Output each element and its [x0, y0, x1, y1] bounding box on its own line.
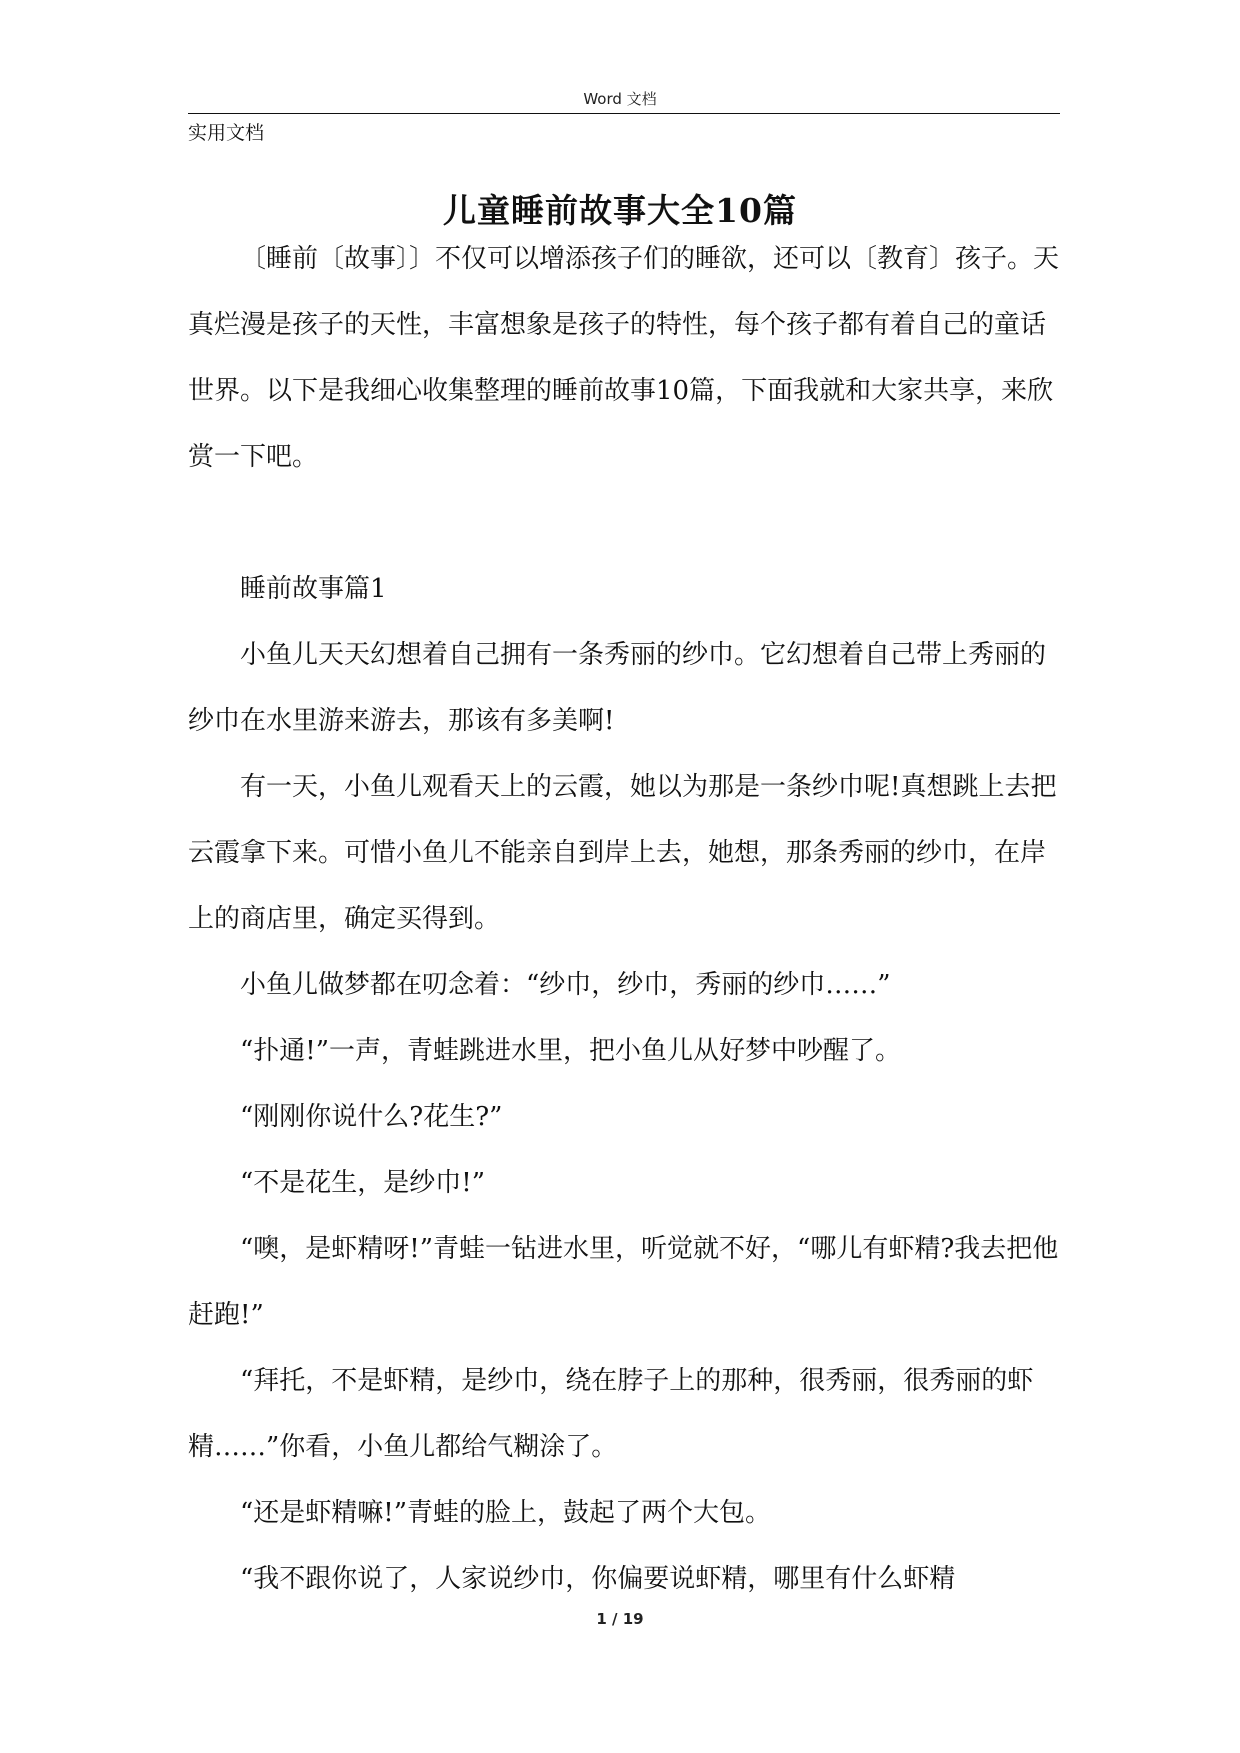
- story-paragraph: 小鱼儿做梦都在叨念着：“纱巾，纱巾，秀丽的纱巾……”: [240, 970, 891, 1000]
- story-paragraph: 有一天，小鱼儿观看天上的云霞，她以为那是一条纱巾呢!真想跳上去把云霞拿下来。可惜小鱼儿不能亲自到岸上去，她想，那条秀丽的纱巾，在岸上的商店里，确定买得到。: [188, 772, 1057, 934]
- story-paragraph: “刚刚你说什么?花生?”: [240, 1102, 503, 1132]
- section-heading: 睡前故事篇1: [240, 574, 387, 604]
- document-body: [188, 226, 1060, 1612]
- story-paragraph: “还是虾精嘛!”青蛙的脸上，鼓起了两个大包。: [240, 1498, 772, 1528]
- header-divider: [188, 113, 1060, 114]
- story-paragraph: “不是花生，是纱巾!”: [240, 1168, 486, 1198]
- story-paragraph: “我不跟你说了，人家说纱巾，你偏要说虾精，哪里有什么虾精: [240, 1564, 956, 1594]
- story-paragraph: “噢，是虾精呀!”青蛙一钻进水里，听觉就不好，“哪儿有虾精?我去把他赶跑!”: [188, 1234, 1059, 1330]
- page-header-title: Word 文档: [583, 90, 657, 108]
- intro-paragraph: 〔睡前〔故事〕〕不仅可以增添孩子们的睡欲，还可以〔教育〕孩子。天真烂漫是孩子的天性，丰富想象是孩子的特性，每个孩子都有着自己的童话世界。以下是我细心收集整理的睡前故事10篇，下面我就和大家共享，来欣赏一下吧。: [188, 244, 1060, 472]
- story-paragraph: “扑通!”一声，青蛙跳进水里，把小鱼儿从好梦中吵醒了。: [240, 1036, 902, 1066]
- page-number: 1 / 19: [596, 1610, 644, 1628]
- header-left-label: 实用文档: [188, 122, 265, 144]
- document-title: 儿童睡前故事大全10篇: [443, 191, 797, 230]
- story-paragraph: 小鱼儿天天幻想着自己拥有一条秀丽的纱巾。它幻想着自己带上秀丽的纱巾在水里游来游去，那该有多美啊!: [188, 640, 1047, 736]
- story-paragraph: “拜托，不是虾精，是纱巾，绕在脖子上的那种，很秀丽，很秀丽的虾精……”你看，小鱼儿都给气糊涂了。: [188, 1366, 1034, 1462]
